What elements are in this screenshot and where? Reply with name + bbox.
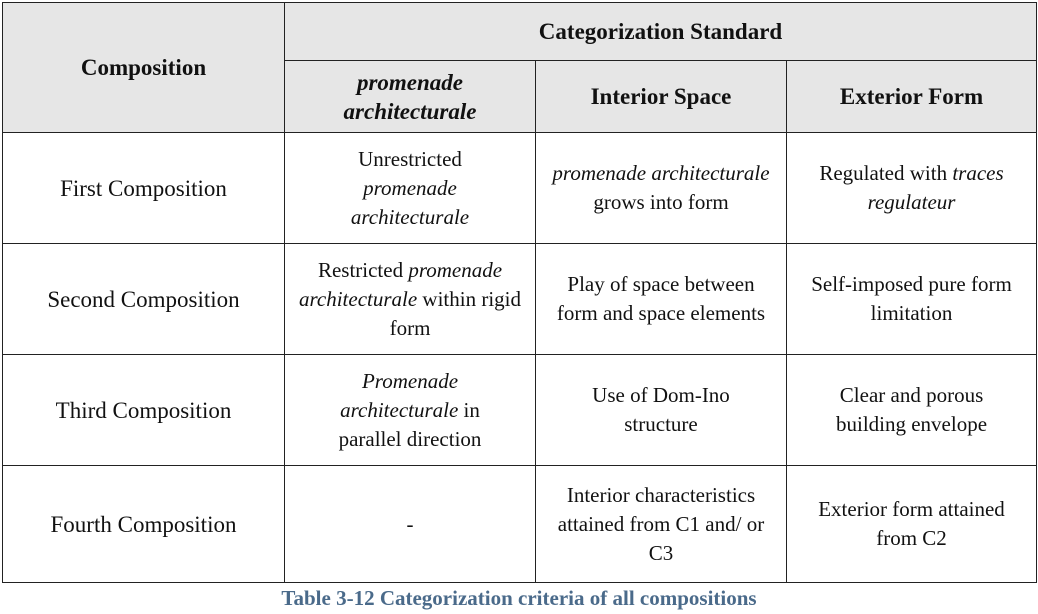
header-interior-space: Interior Space: [536, 61, 787, 133]
promenade-cell: Restricted promenade architecturale within rigid form: [285, 244, 536, 355]
interior-cell: Use of Dom-Ino structure: [536, 355, 787, 466]
interior-cell: Play of space between form and space elements: [536, 244, 787, 355]
header-composition: Composition: [3, 3, 285, 133]
promenade-cell: Unrestricted promenade architecturale: [285, 133, 536, 244]
header-promenade-architecturale: promenade architecturale: [285, 61, 536, 133]
interior-cell: Interior characteristics attained from C1 and/ or C3: [536, 466, 787, 583]
header-exterior-form: Exterior Form: [787, 61, 1037, 133]
table-caption: Table 3-12 Categorization criteria of all compositions: [281, 586, 757, 610]
table-row: [3, 244, 1037, 355]
row-name: Second Composition: [3, 244, 285, 355]
table-row: [3, 355, 1037, 466]
row-name: Fourth Composition: [3, 466, 285, 583]
promenade-cell: -: [285, 466, 536, 583]
table-row: [3, 466, 1037, 583]
header-categorization-standard: Categorization Standard: [285, 3, 1037, 61]
exterior-cell: Exterior form attained from C2: [787, 466, 1037, 583]
row-name: Third Composition: [3, 355, 285, 466]
exterior-cell: Self-imposed pure form limitation: [787, 244, 1037, 355]
exterior-cell: Regulated with traces regulateur: [787, 133, 1037, 244]
exterior-cell: Clear and porous building envelope: [787, 355, 1037, 466]
interior-cell: promenade architecturale grows into form: [536, 133, 787, 244]
promenade-cell: Promenade architecturale in parallel direction: [285, 355, 536, 466]
table-row: [3, 133, 1037, 244]
row-name: First Composition: [3, 133, 285, 244]
criteria-table: [2, 2, 1037, 583]
